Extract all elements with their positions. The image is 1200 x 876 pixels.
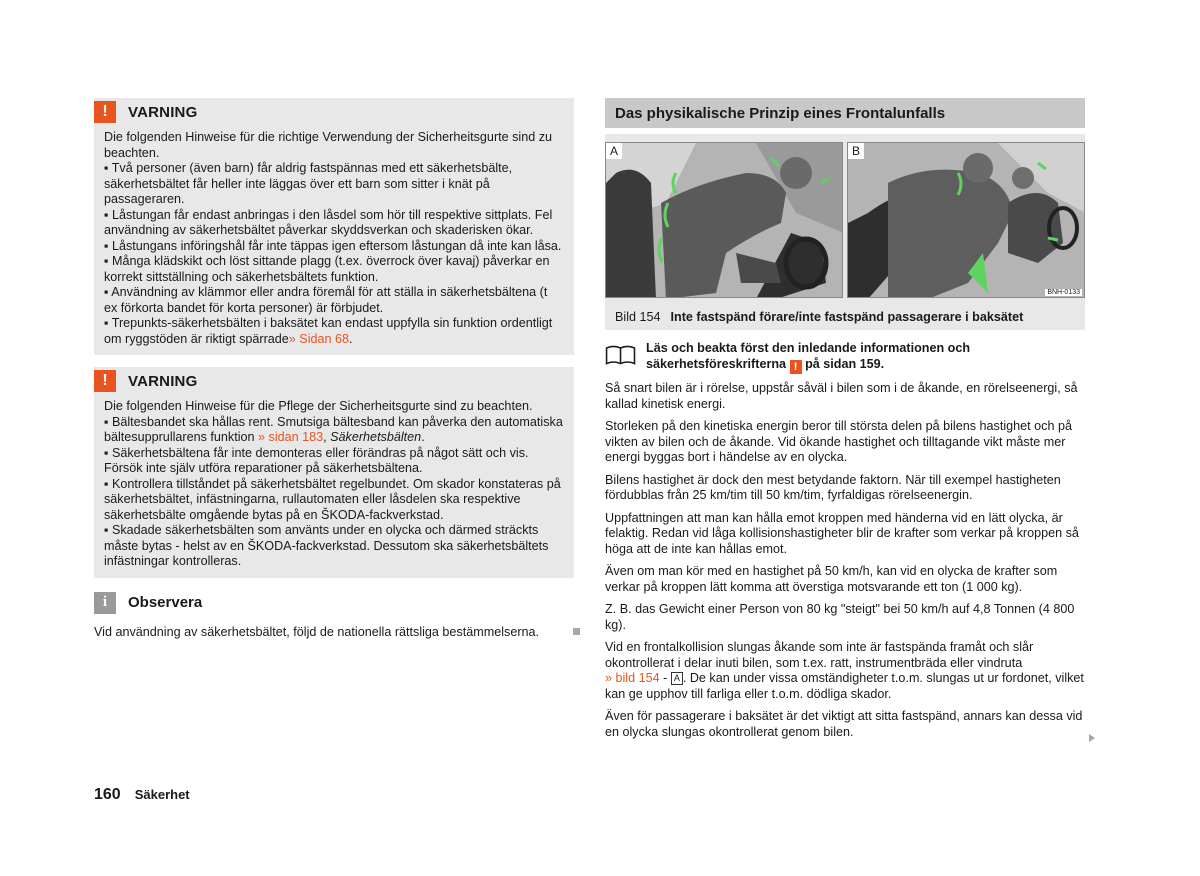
read-first-text xyxy=(646,340,1085,374)
warning-header xyxy=(94,367,574,395)
page-reference-link[interactable]: » Sidan 68 xyxy=(288,331,350,346)
figure-panel-b xyxy=(847,142,1085,298)
paragraph: Z. B. das Gewicht einer Person von 80 kg "steigt" bei 50 km/h auf 4,8 Tonnen (4 800 kg). xyxy=(605,602,1075,632)
warning-line: Die folgenden Hinweise für die richtige Verwendung der Sicherheitsgurte sind zu beachten. xyxy=(104,130,553,160)
warning-title: VARNING xyxy=(128,372,198,390)
read-first-page-ref: på sidan 159. xyxy=(805,357,885,371)
read-first-body: Läs och beakta först den inledande informationen och säkerhetsföreskrifterna xyxy=(646,341,971,371)
warning-line: ▪ Användning av klämmor eller andra föremål för att ställa in säkerhetsbältena (t ex förkorta bandet för korta personer) är förbjudet. xyxy=(104,285,548,315)
left-column xyxy=(94,98,574,640)
section-end-square-icon xyxy=(573,628,580,635)
warning-line: ▪ Två personer (även barn) får aldrig fastspännas med ett säkerhetsbälte, säkerhetsbältet får heller inte läggas över ett barn som sitter i knät på passageraren. xyxy=(104,161,513,206)
separator: - xyxy=(659,671,671,685)
panel-reference-box: A xyxy=(671,672,683,685)
paragraph xyxy=(605,640,1085,702)
warning-line: ▪ Låstungan får endast anbringas i den låsdel som hör till respektive sittplats. Fel användning av säkerhetsbältet påverkar skyddsverkan och skaderisken ökar. xyxy=(104,207,553,237)
warning-line: ▪ Skadade säkerhetsbälten som använts under en olycka och därmed sträckts måste bytas - helst av en ŠKODA-fackverkstad. Dessutom ska säkerhetsbältets infästningar kontrolleras. xyxy=(104,523,549,568)
paragraph: Så snart bilen är i rörelse, uppstår såväl i bilen som i de åkande, en rörelseenergi, så kallad kinetisk energi. xyxy=(605,381,1078,411)
warning-exclamation-icon: ! xyxy=(94,370,116,392)
page-number: 160 xyxy=(94,786,121,803)
warning-line xyxy=(104,415,564,446)
note-text xyxy=(94,624,574,640)
paragraph: Även för passagerare i baksätet är det viktigt att sitta fastspänd, annars kan dessa vid en olycka slungas okontrollerat genom bilen. xyxy=(605,709,1083,739)
panel-label: B xyxy=(848,143,864,159)
warning-text: ▪ Bältesbandet ska hållas rent. Smutsiga bältesband kan påverka den automatiska bältesupprullarens funktion xyxy=(104,414,563,444)
warning-header xyxy=(94,98,574,126)
panel-label: A xyxy=(606,143,622,159)
paragraph: Storleken på den kinetiska energin beror till största delen på bilens hastighet och på vikten av bilen och de åkande. Vid ökande hastighet och tilltagande vikt måste mer energi byggas bort i händelse av en olycka. xyxy=(605,419,1072,464)
unbelted-driver-illustration xyxy=(606,143,843,298)
separator: , xyxy=(323,430,331,444)
figure-caption xyxy=(605,298,1085,324)
note-title: Observera xyxy=(128,594,203,611)
figure-number: Bild 154 xyxy=(615,310,661,324)
warning-box-seatbelt-use xyxy=(94,98,574,355)
warning-text-end: . xyxy=(421,430,425,444)
chapter-reference: Säkerhetsbälten xyxy=(330,430,422,444)
warning-text: ▪ Trepunkts-säkerhetsbälten i baksätet kan endast uppfylla sin funktion ordentligt om ryggstöden är riktigt spärrade xyxy=(104,316,553,346)
page-reference-link[interactable]: » sidan 183 xyxy=(258,430,324,444)
figure-code: BNH-0133 xyxy=(1047,289,1080,296)
figure-box xyxy=(605,134,1085,330)
paragraph: Bilens hastighet är dock den mest betydande faktorn. När till exempel hastigheten fördubblas från 25 km/tim till 50 km/tim, fyrfaldigas rörelseenergin. xyxy=(605,472,1061,502)
warning-title: VARNING xyxy=(128,103,198,121)
continue-arrow-icon xyxy=(1089,734,1095,742)
warning-box-seatbelt-care xyxy=(94,367,574,578)
open-book-icon xyxy=(605,342,636,368)
figure-caption-text: Inte fastspänd förare/inte fastspänd passagerare i baksätet xyxy=(670,310,1024,324)
warning-text-end: . xyxy=(349,331,353,346)
warning-line xyxy=(104,316,564,347)
figure-reference-link[interactable]: » bild 154 xyxy=(605,671,660,685)
footer-section: Säkerhet xyxy=(134,787,190,802)
note-body: Vid användning av säkerhetsbältet, följd de nationella rättsliga bestämmelserna. xyxy=(94,624,540,639)
warning-body xyxy=(104,130,564,347)
page-footer xyxy=(94,786,190,804)
figure-panel-a xyxy=(605,142,843,298)
paragraph-text-end: . De kan under vissa omständigheter t.o.m. slungas ut ur fordonet, vilket kan ge upphov till farliga eller t.o.m. dödliga skador. xyxy=(605,671,1084,701)
inline-warning-icon: ! xyxy=(790,360,802,374)
unbelted-rear-passenger-illustration xyxy=(848,143,1085,298)
warning-body xyxy=(104,399,564,570)
paragraph-text: Vid en frontalkollision slungas åkande som inte är fastspända framåt och slår okontrollerat i delar inuti bilen, som t.ex. ratt, instrumentbräda eller vindruta xyxy=(605,640,1034,670)
figure-154 xyxy=(605,142,1085,298)
warning-exclamation-icon: ! xyxy=(94,101,116,123)
read-first-notice xyxy=(605,340,1085,374)
warning-line: ▪ Säkerhetsbältena får inte demonteras eller förändras på något sätt och vis. Försök inte själv utföra reparationer på säkerhetsbältena. xyxy=(104,445,529,475)
paragraph: Uppfattningen att man kan hålla emot kroppen med händerna vid en lätt olycka, är felaktig. Redan vid låga kollisionshastigheter blir de krafter som verkar på kroppen så höga att de inte kan hållas emot. xyxy=(605,510,1079,556)
warning-line: ▪ Många klädskikt och löst sittande plagg (t.ex. överrock över kavaj) påverkar en korrekt sittställning och säkerhetsbältets funktion. xyxy=(104,254,550,284)
section-title: Das physikalische Prinzip eines Frontalunfalls xyxy=(605,98,1085,128)
right-column xyxy=(605,98,1085,740)
paragraph: Även om man kör med en hastighet på 50 km/h, kan vid en olycka de krafter som verkar på kroppen lätt komma att överstiga motsvarande ett ton (1 000 kg). xyxy=(605,564,1058,594)
note-header xyxy=(94,590,574,616)
warning-line: ▪ Låstungans införingshål får inte täppas igen eftersom låstungan då inte kan låsa. xyxy=(104,238,562,253)
info-icon: i xyxy=(94,592,116,614)
warning-line: ▪ Kontrollera tillståndet på säkerhetsbältet regelbundet. Om skador konstateras på säkerhetsbältet, infästningarna, rullautomaten eller låsdelen ska respektive säkerhetsbälte omgående bytas på en ŠKODA-fackverkstad. xyxy=(104,476,561,522)
warning-line: Die folgenden Hinweise für die Pflege der Sicherheitsgurte sind zu beachten. xyxy=(104,399,533,413)
body-text xyxy=(605,381,1085,740)
